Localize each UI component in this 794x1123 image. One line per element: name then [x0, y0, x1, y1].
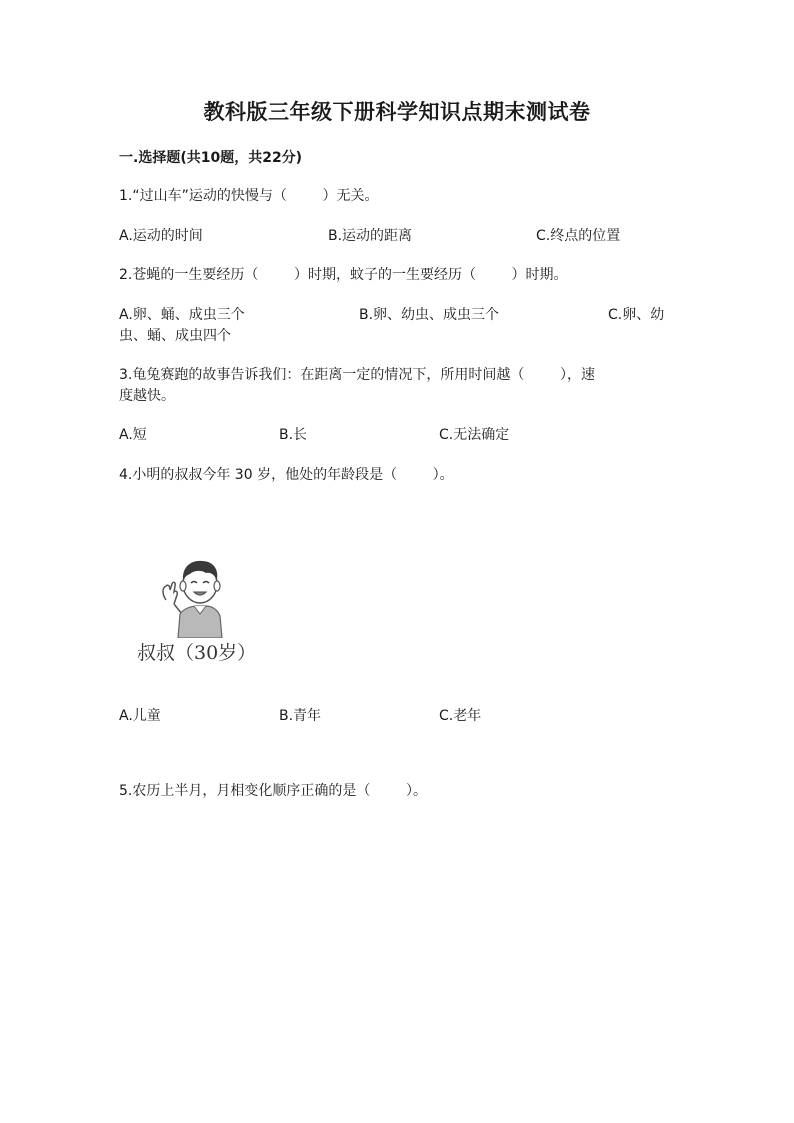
question-2-option-b[interactable]: B.卵、幼虫、成虫三个 [359, 307, 500, 323]
uncle-figure [132, 548, 282, 668]
question-3-option-b[interactable]: B.长 [279, 427, 308, 443]
waving-boy-illustration [132, 548, 282, 638]
question-1-option-a[interactable]: A.运动的时间 [119, 228, 203, 244]
figure-caption: 叔叔（30岁） [137, 642, 257, 664]
question-3-stem-line-2: 度越快。 [119, 388, 175, 404]
question-2-option-c-continued[interactable]: 虫、蛹、成虫四个 [119, 328, 231, 344]
question-2-option-c[interactable]: C.卵、幼 [608, 307, 665, 323]
question-2-stem: 2.苍蝇的一生要经历（ ）时期，蚊子的一生要经历（ ）时期。 [119, 267, 568, 283]
question-3-option-a[interactable]: A.短 [119, 427, 147, 443]
question-2-option-a[interactable]: A.卵、蛹、成虫三个 [119, 307, 245, 323]
question-4-option-b[interactable]: B.青年 [279, 708, 322, 724]
question-3-stem-line-1: 3.龟兔赛跑的故事告诉我们：在距离一定的情况下，所用时间越（ ），速 [119, 367, 595, 383]
question-4-option-a[interactable]: A.儿童 [119, 708, 161, 724]
question-5-stem: 5.农历上半月，月相变化顺序正确的是（ ）。 [119, 783, 427, 799]
question-1-option-b[interactable]: B.运动的距离 [328, 228, 413, 244]
question-4-stem: 4.小明的叔叔今年 30 岁，他处的年龄段是（ ）。 [119, 467, 454, 483]
section-heading: 一.选择题(共10题，共22分) [119, 150, 303, 166]
question-1-option-c[interactable]: C.终点的位置 [536, 228, 621, 244]
question-1-stem: 1.“过山车”运动的快慢与（ ）无关。 [119, 188, 379, 204]
page-title: 教科版三年级下册科学知识点期末测试卷 [203, 99, 591, 124]
question-3-option-c[interactable]: C.无法确定 [439, 427, 510, 443]
question-4-option-c[interactable]: C.老年 [439, 708, 482, 724]
